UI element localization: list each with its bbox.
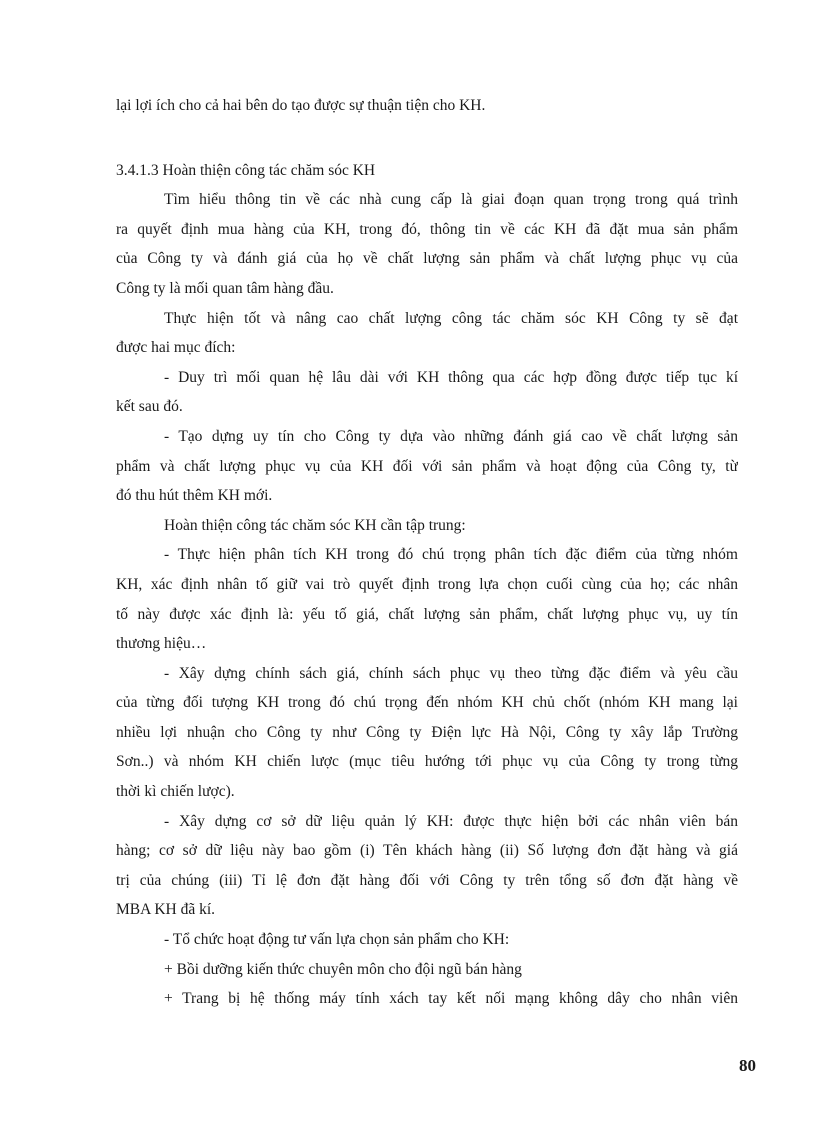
text-line: thời kì chiến lược). bbox=[116, 783, 235, 801]
text-line: - Thực hiện phân tích KH trong đó chú trọng phân tích đặc điểm của từng nhóm bbox=[164, 546, 738, 564]
text-line: được hai mục đích: bbox=[116, 339, 236, 357]
text-line: - Tạo dựng uy tín cho Công ty dựa vào những đánh giá cao về chất lượng sản bbox=[164, 427, 738, 445]
text-line: tố này được xác định là: yếu tố giá, chất lượng sản phẩm, chất lượng phục vụ, uy tín bbox=[116, 605, 738, 623]
text-line: hàng; cơ sở dữ liệu này bao gồm (i) Tên khách hàng (ii) Số lượng đơn đặt hàng và giá bbox=[116, 842, 738, 860]
body-text bbox=[116, 91, 738, 1014]
text-line: - Tổ chức hoạt động tư vấn lựa chọn sản phẩm cho KH: bbox=[164, 931, 510, 949]
text-line: MBA KH đã kí. bbox=[116, 901, 216, 919]
text-line: lại lợi ích cho cả hai bên do tạo được sự thuận tiện cho KH. bbox=[116, 97, 486, 114]
text-line: - Duy trì mối quan hệ lâu dài với KH thông qua các hợp đồng được tiếp tục kí bbox=[164, 368, 738, 386]
text-line: KH, xác định nhân tố giữ vai trò quyết định trong lựa chọn cuối cùng của họ; các nhân bbox=[116, 575, 738, 593]
text-line: thương hiệu… bbox=[116, 635, 207, 653]
text-line: + Trang bị hệ thống máy tính xách tay kết nối mạng không dây cho nhân viên bbox=[164, 990, 738, 1008]
section-gap bbox=[116, 121, 738, 156]
section-heading: 3.4.1.3 Hoàn thiện công tác chăm sóc KH bbox=[116, 161, 376, 179]
text-line: Sơn..) và nhóm KH chiến lược (mục tiêu hướng tới phục vụ của Công ty trong từng bbox=[116, 753, 738, 771]
text-line: nhiều lợi nhuận cho Công ty như Công ty Điện lực Hà Nội, Công ty xây lắp Trường bbox=[116, 723, 738, 741]
text-line: kết sau đó. bbox=[116, 398, 183, 416]
text-line: Thực hiện tốt và nâng cao chất lượng công tác chăm sóc KH Công ty sẽ đạt bbox=[164, 309, 738, 327]
text-line: phẩm và chất lượng phục vụ của KH đối với sản phẩm và hoạt động của Công ty, từ bbox=[116, 457, 738, 475]
text-line: - Xây dựng cơ sở dữ liệu quản lý KH: được thực hiện bởi các nhân viên bán bbox=[164, 812, 738, 830]
page-number: 80 bbox=[739, 1056, 756, 1075]
text-line: Công ty là mối quan tâm hàng đầu. bbox=[116, 279, 334, 297]
text-line: của từng đối tượng KH trong đó chú trọng đến nhóm KH chủ chốt (nhóm KH mang lại bbox=[116, 694, 738, 712]
text-line: ra quyết định mua hàng của KH, trong đó, thông tin về các KH đã đặt mua sản phẩm bbox=[116, 220, 738, 238]
text-line: Tìm hiểu thông tin về các nhà cung cấp là giai đoạn quan trọng trong quá trình bbox=[164, 191, 738, 209]
text-line: Hoàn thiện công tác chăm sóc KH cần tập trung: bbox=[164, 516, 466, 534]
text-line: của Công ty và đánh giá của họ về chất lượng sản phẩm và chất lượng phục vụ của bbox=[116, 250, 738, 268]
text-line: - Xây dựng chính sách giá, chính sách phục vụ theo từng đặc điểm và yêu cầu bbox=[164, 664, 738, 682]
text-line: đó thu hút thêm KH mới. bbox=[116, 487, 273, 505]
text-line: trị của chúng (iii) Tỉ lệ đơn đặt hàng đối với Công ty trên tổng số đơn đặt hàng về bbox=[116, 871, 738, 889]
text-line: + Bồi dưỡng kiến thức chuyên môn cho đội ngũ bán hàng bbox=[164, 960, 522, 978]
